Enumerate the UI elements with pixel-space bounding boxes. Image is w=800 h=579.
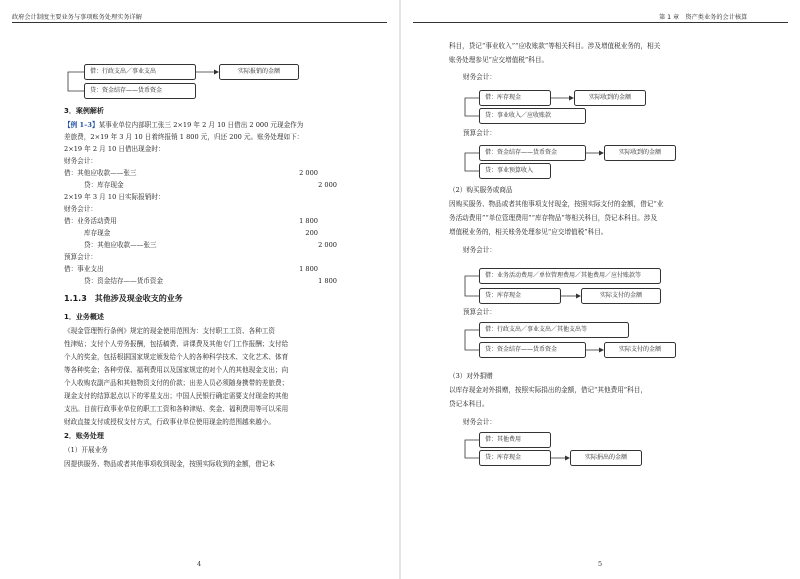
diagB-result-box: 实际收到的金额 xyxy=(604,145,676,161)
right-page-number: 5 xyxy=(598,560,603,568)
diagD-debit-box: 借：行政支出／事业支出／其他支出等 xyxy=(479,322,629,338)
purchase-line-3: 增值税业务的，相关账务处理参见“应交增值税”科目。 xyxy=(449,228,608,236)
entry1-credit: 贷：库存现金 xyxy=(84,181,124,189)
entry1-debit: 借：其他应收款——张三 xyxy=(64,169,137,177)
para-line-7: 支出。目前行政事业单位的职工工资和各种津贴、奖金、福利费用等可以采用 xyxy=(64,405,289,413)
diagD-result-box: 实际支付的金额 xyxy=(604,342,676,358)
entry2-credit-amount: 2 000 xyxy=(318,241,337,249)
left-page xyxy=(0,0,399,579)
fin-acc-label-1: 财务会计： xyxy=(64,157,97,165)
diagE-credit-box: 贷：库存现金 xyxy=(479,450,551,466)
diagA-result-box: 实际收到的金额 xyxy=(574,90,646,106)
example-text-2: 差旅费，2×19 年 3 月 10 日着终报销 1 800 元，归还 200 元。账务处理如下： xyxy=(64,133,304,141)
diagram-result-box: 实际报销的金额 xyxy=(219,64,299,80)
entry2-debit2-amount: 200 xyxy=(305,229,318,237)
donation-line-1: 以库存现金对外捐赠，按照实际捐出的金额，借记“其他费用”科目， xyxy=(449,386,647,394)
diagB-debit-box: 借：资金结存——货币资金 xyxy=(479,145,586,161)
fin-acc-label-2: 财务会计： xyxy=(64,205,97,213)
diagC-result-box: 实际支付的金额 xyxy=(581,288,661,304)
subsection-accounting: 2．账务处理 xyxy=(64,432,104,440)
donation-line-2: 贷记本科目。 xyxy=(449,400,489,408)
para-line-3: 个人的奖金，包括根据国家规定颁发给个人的各种科学技术、文化艺术、体育 xyxy=(64,353,289,361)
para-line-6: 现金支付的结算起点以下的零星支出；中国人民银行确定需要支付现金的其他 xyxy=(64,392,289,400)
date-line-1: 2×19 年 2 月 10 日借出现金时： xyxy=(64,145,165,153)
diagE-debit-box: 借：其他费用 xyxy=(479,432,551,448)
entry2-debit1: 借：业务活动费用 xyxy=(64,217,117,225)
case-heading: 3．案例解析 xyxy=(64,107,104,115)
diagram-debit-box: 借：行政支出／事业支出 xyxy=(84,64,196,80)
entry2-debit1-amount: 1 800 xyxy=(299,217,318,225)
date-line-2: 2×19 年 3 月 10 日实际报销时： xyxy=(64,193,165,201)
fin-acc-label-a: 财务会计： xyxy=(463,73,496,81)
entry3-debit: 借：事业支出 xyxy=(64,265,104,273)
para-line-1: 《现金管理暂行条例》规定的现金使用范围为：支付职工工资、各种工资 xyxy=(64,327,275,335)
diagE-result-box: 实际捐出的金额 xyxy=(570,450,642,466)
subsection-operations: （1）开展业务 xyxy=(64,446,108,454)
diagC-credit-box: 贷：库存现金 xyxy=(479,288,561,304)
right-page xyxy=(401,0,800,579)
entry1-debit-amount: 2 000 xyxy=(299,169,318,177)
para-line-2: 性津贴；支付个人劳务报酬，包括稿费、讲课费及其他专门工作报酬；支付给 xyxy=(64,340,289,348)
purchase-line-2: 务活动费用”“单位管理费用”“库存物品”等相关科目，贷记本科目。涉及 xyxy=(449,214,658,222)
subsection-purchase: （2）购买服务或商品 xyxy=(449,186,513,194)
para-line-4: 等各种奖金；各种劳保、福利费用以及国家规定的对个人的其他现金支出；向 xyxy=(64,366,289,374)
left-page-number: 4 xyxy=(197,560,202,568)
entry2-debit2: 库存现金 xyxy=(84,229,111,237)
entry3-credit-amount: 1 800 xyxy=(318,277,337,285)
subsection-overview: 1．业务概述 xyxy=(64,313,104,321)
fin-acc-label-c: 财务会计： xyxy=(463,418,496,426)
fin-acc-label-b: 财务会计： xyxy=(463,246,496,254)
diagB-credit-box: 贷：事业预算收入 xyxy=(479,163,551,179)
cont-line-1: 科目，贷记“事业收入”“应收账款”等相关科目。涉及增值税业务的，相关 xyxy=(449,42,661,50)
purchase-line-1: 因购买服务、物品或者其他事项支付现金，按照实际支付的金额，借记“业 xyxy=(449,200,664,208)
right-running-header: 第 1 章 资产类业务的会计核算 xyxy=(659,14,748,21)
diagA-credit-box: 贷：事业收入／应收账款 xyxy=(479,108,586,124)
entry3-debit-amount: 1 800 xyxy=(299,265,318,273)
entry3-credit: 贷：资金结存——货币资金 xyxy=(84,277,164,285)
para-line-8: 财政直接支付或授权支付方式，行政事业单位使用现金的范围越来越小。 xyxy=(64,418,275,426)
budget-acc-label-a: 预算会计： xyxy=(463,129,496,137)
entry1-credit-amount: 2 000 xyxy=(318,181,337,189)
last-line: 因提供服务、物品或者其他事项收到现金，按照实际收到的金额，借记本 xyxy=(64,460,275,468)
left-diagram-connectors xyxy=(0,0,399,110)
left-running-header: 政府会计制度主要业务与事项账务处理实务详解 xyxy=(12,14,142,21)
entry2-credit: 贷：其他应收款——张三 xyxy=(84,241,157,249)
diagD-credit-box: 贷：资金结存——货币资金 xyxy=(479,342,586,358)
diagram-credit-box: 贷：资金结存——货币资金 xyxy=(84,83,196,99)
budget-acc-label-b: 预算会计： xyxy=(463,308,496,316)
example-text-1: 【例 1–3】某事业单位内部职工张三 2×19 年 2 月 10 日借出 2 000 元现金作为 xyxy=(64,121,304,129)
section-title: 1.1.3 其他涉及现金收支的业务 xyxy=(64,294,183,303)
subsection-donation: （3）对外捐赠 xyxy=(449,372,493,380)
para-line-5: 个人收购农副产品和其他物资支付的价款；出差人员必须随身携带的差旅费； xyxy=(64,379,289,387)
budget-acc-label: 预算会计： xyxy=(64,253,97,261)
example-label: 【例 1–3】 xyxy=(64,121,99,129)
diagA-debit-box: 借：库存现金 xyxy=(479,90,551,106)
cont-line-2: 账务处理参见“应交增值税”科目。 xyxy=(449,56,549,64)
diagC-debit-box: 借：业务活动费用／单位管理费用／其他费用／应付账款等 xyxy=(479,268,661,284)
